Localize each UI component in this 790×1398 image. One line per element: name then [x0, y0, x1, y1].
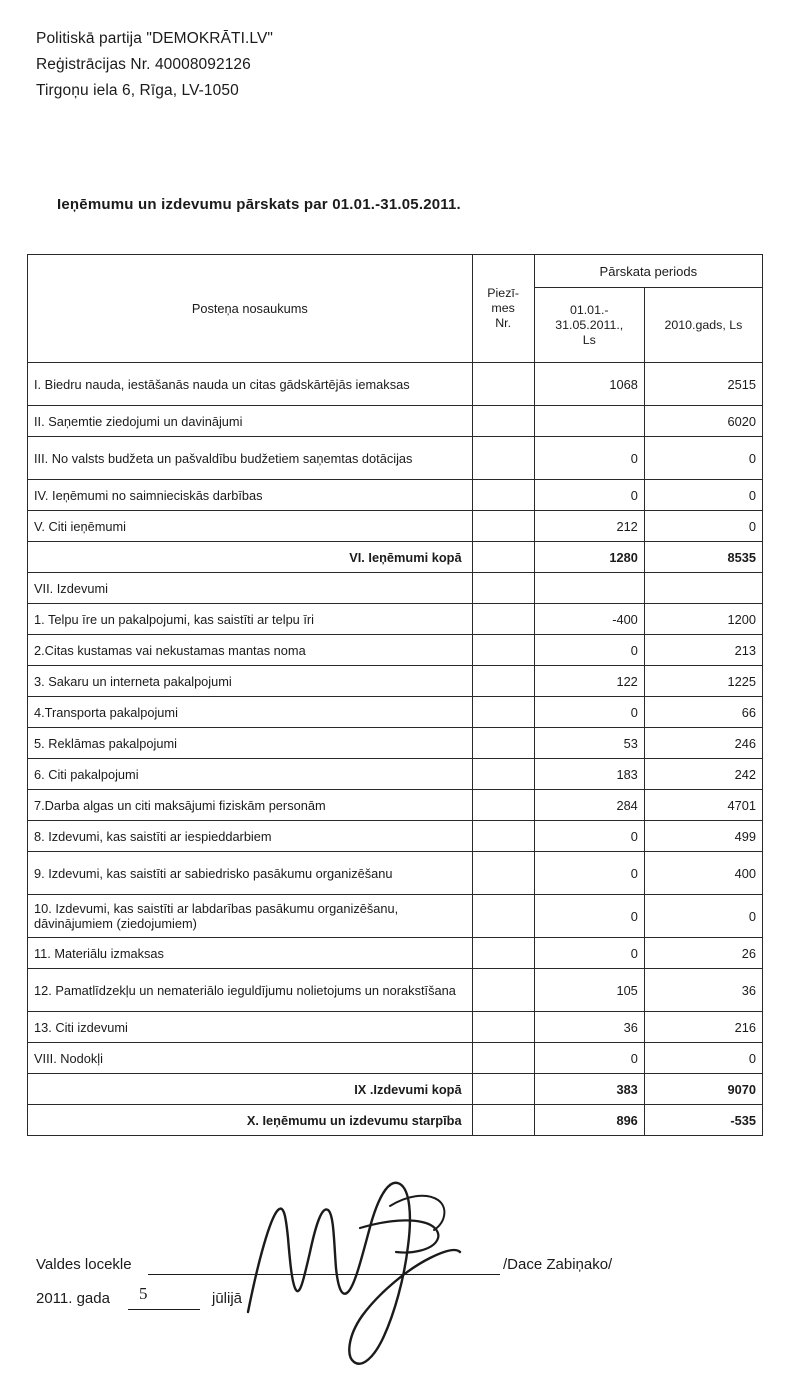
- row-value-previous-year: 26: [644, 938, 762, 969]
- row-note-number: [472, 1074, 534, 1105]
- row-value-previous-year: 0: [644, 480, 762, 511]
- row-value-current-period: 383: [534, 1074, 644, 1105]
- row-value-previous-year: 2515: [644, 363, 762, 406]
- row-value-previous-year: [644, 573, 762, 604]
- row-value-current-period: 896: [534, 1105, 644, 1136]
- row-value-current-period: 122: [534, 666, 644, 697]
- signature-role-label: Valdes locekle: [36, 1256, 132, 1273]
- row-note-number: [472, 666, 534, 697]
- row-value-current-period: 0: [534, 1043, 644, 1074]
- table-row: [28, 666, 763, 697]
- date-day: 5: [139, 1284, 148, 1303]
- column-header-period-group: Pārskata periods: [534, 255, 762, 288]
- row-value-current-period: [534, 573, 644, 604]
- row-item-name: VII. Izdevumi: [28, 573, 473, 604]
- row-value-current-period: 284: [534, 790, 644, 821]
- table-row: [28, 938, 763, 969]
- table-row: [28, 697, 763, 728]
- row-note-number: [472, 790, 534, 821]
- signature-area: [0, 1150, 790, 1390]
- row-value-current-period: 0: [534, 821, 644, 852]
- row-item-name: II. Saņemtie ziedojumi un davinājumi: [28, 406, 473, 437]
- row-item-name: 9. Izdevumi, kas saistīti ar sabiedrisko pasākumu organizēšanu: [28, 852, 473, 895]
- table-row: [28, 969, 763, 1012]
- row-item-name: IX .Izdevumi kopā: [28, 1074, 473, 1105]
- row-value-previous-year: 0: [644, 511, 762, 542]
- page-title: Ieņēmumu un izdevumu pārskats par 01.01.-31.05.2011.: [57, 196, 461, 213]
- row-item-name: V. Citi ieņēmumi: [28, 511, 473, 542]
- row-item-name: 10. Izdevumi, kas saistīti ar labdarības pasākumu organizēšanu, dāvinājumiem (ziedojumiem): [28, 895, 473, 938]
- row-note-number: [472, 728, 534, 759]
- row-value-previous-year: 36: [644, 969, 762, 1012]
- row-note-number: [472, 895, 534, 938]
- row-value-current-period: 0: [534, 697, 644, 728]
- row-note-number: [472, 1043, 534, 1074]
- row-value-previous-year: 8535: [644, 542, 762, 573]
- table-row: [28, 852, 763, 895]
- table-header-row-1: [28, 255, 763, 288]
- row-item-name: I. Biedru nauda, iestāšanās nauda un citas gādskārtējās iemaksas: [28, 363, 473, 406]
- row-value-previous-year: 499: [644, 821, 762, 852]
- note-header-line-2: mes: [491, 301, 515, 315]
- table-row: [28, 480, 763, 511]
- row-note-number: [472, 437, 534, 480]
- table-row: [28, 1105, 763, 1136]
- table-row: [28, 1012, 763, 1043]
- row-item-name: IV. Ieņēmumi no saimnieciskās darbības: [28, 480, 473, 511]
- row-item-name: 8. Izdevumi, kas saistīti ar iespieddarbiem: [28, 821, 473, 852]
- table-header: [28, 255, 763, 363]
- row-value-previous-year: 9070: [644, 1074, 762, 1105]
- row-value-previous-year: 0: [644, 895, 762, 938]
- row-value-previous-year: 400: [644, 852, 762, 895]
- row-note-number: [472, 1105, 534, 1136]
- row-value-current-period: 212: [534, 511, 644, 542]
- row-item-name: 1. Telpu īre un pakalpojumi, kas saistīti ar telpu īri: [28, 604, 473, 635]
- row-note-number: [472, 635, 534, 666]
- row-note-number: [472, 697, 534, 728]
- row-note-number: [472, 480, 534, 511]
- organization-header: [36, 26, 273, 104]
- org-registration-number: Reģistrācijas Nr. 40008092126: [36, 56, 251, 73]
- row-value-current-period: 0: [534, 895, 644, 938]
- period1-line-3: Ls: [582, 332, 596, 347]
- row-value-current-period: 105: [534, 969, 644, 1012]
- row-note-number: [472, 511, 534, 542]
- row-note-number: [472, 363, 534, 406]
- signature-name: /Dace Zabiņako/: [503, 1256, 613, 1273]
- row-note-number: [472, 542, 534, 573]
- date-day-rule: [128, 1309, 200, 1310]
- row-value-previous-year: 1225: [644, 666, 762, 697]
- date-month: jūlijā: [212, 1290, 243, 1307]
- table-row: [28, 759, 763, 790]
- row-value-current-period: [534, 406, 644, 437]
- signature-rule: [148, 1274, 500, 1275]
- table-row: [28, 790, 763, 821]
- row-item-name: 2.Citas kustamas vai nekustamas mantas noma: [28, 635, 473, 666]
- row-item-name: III. No valsts budžeta un pašvaldību budžetiem saņemtas dotācijas: [28, 437, 473, 480]
- row-item-name: 12. Pamatlīdzekļu un nemateriālo ieguldījumu nolietojums un norakstīšana: [28, 969, 473, 1012]
- row-note-number: [472, 573, 534, 604]
- row-value-previous-year: 0: [644, 1043, 762, 1074]
- row-note-number: [472, 759, 534, 790]
- table-row: [28, 728, 763, 759]
- row-value-previous-year: -535: [644, 1105, 762, 1136]
- row-item-name: VI. Ieņēmumi kopā: [28, 542, 473, 573]
- row-item-name: 11. Materiālu izmaksas: [28, 938, 473, 969]
- table-row: [28, 635, 763, 666]
- row-value-current-period: 1068: [534, 363, 644, 406]
- date-prefix: 2011. gada: [36, 1290, 110, 1307]
- row-value-current-period: 183: [534, 759, 644, 790]
- table-row: [28, 1043, 763, 1074]
- column-header-note-number: [472, 255, 534, 363]
- note-header-line-3: Nr.: [495, 316, 512, 330]
- table-row: [28, 895, 763, 938]
- row-value-current-period: 1280: [534, 542, 644, 573]
- row-value-previous-year: 242: [644, 759, 762, 790]
- row-item-name: 4.Transporta pakalpojumi: [28, 697, 473, 728]
- row-value-current-period: 0: [534, 938, 644, 969]
- income-expense-table: [27, 254, 763, 1136]
- table-row: [28, 573, 763, 604]
- row-note-number: [472, 1012, 534, 1043]
- table-body: [28, 363, 763, 1136]
- row-value-previous-year: 213: [644, 635, 762, 666]
- column-header-period-previous: 2010.gads, Ls: [644, 288, 762, 363]
- row-note-number: [472, 938, 534, 969]
- row-note-number: [472, 604, 534, 635]
- row-value-current-period: 0: [534, 852, 644, 895]
- period1-line-2: 31.05.2011.,: [555, 317, 624, 332]
- handwritten-signature: [240, 1166, 500, 1376]
- column-header-item-name: Posteņa nosaukums: [28, 255, 473, 363]
- row-item-name: 3. Sakaru un interneta pakalpojumi: [28, 666, 473, 697]
- row-item-name: 7.Darba algas un citi maksājumi fiziskām personām: [28, 790, 473, 821]
- table-row: [28, 821, 763, 852]
- report-table-container: [27, 254, 763, 1136]
- row-value-previous-year: 66: [644, 697, 762, 728]
- row-item-name: 6. Citi pakalpojumi: [28, 759, 473, 790]
- row-item-name: 5. Reklāmas pakalpojumi: [28, 728, 473, 759]
- row-note-number: [472, 969, 534, 1012]
- table-row: [28, 1074, 763, 1105]
- row-value-previous-year: 1200: [644, 604, 762, 635]
- table-row: [28, 363, 763, 406]
- org-name: Politiskā partija "DEMOKRĀTI.LV": [36, 30, 274, 47]
- column-header-period-current: [534, 288, 644, 363]
- row-value-previous-year: 216: [644, 1012, 762, 1043]
- row-item-name: 13. Citi izdevumi: [28, 1012, 473, 1043]
- period1-line-1: 01.01.-: [569, 302, 609, 317]
- row-note-number: [472, 852, 534, 895]
- row-item-name: X. Ieņēmumu un izdevumu starpība: [28, 1105, 473, 1136]
- row-value-current-period: 0: [534, 635, 644, 666]
- row-value-current-period: 53: [534, 728, 644, 759]
- table-row: [28, 406, 763, 437]
- row-value-previous-year: 0: [644, 437, 762, 480]
- row-value-previous-year: 246: [644, 728, 762, 759]
- row-value-current-period: 0: [534, 480, 644, 511]
- table-row: [28, 604, 763, 635]
- row-note-number: [472, 406, 534, 437]
- row-item-name: VIII. Nodokļi: [28, 1043, 473, 1074]
- row-value-current-period: -400: [534, 604, 644, 635]
- row-value-current-period: 0: [534, 437, 644, 480]
- org-address: Tirgoņu iela 6, Rīga, LV-1050: [36, 82, 239, 99]
- table-row: [28, 542, 763, 573]
- note-header-line-1: Piezī-: [487, 286, 519, 300]
- row-note-number: [472, 821, 534, 852]
- row-value-previous-year: 4701: [644, 790, 762, 821]
- table-row: [28, 437, 763, 480]
- table-row: [28, 511, 763, 542]
- row-value-current-period: 36: [534, 1012, 644, 1043]
- row-value-previous-year: 6020: [644, 406, 762, 437]
